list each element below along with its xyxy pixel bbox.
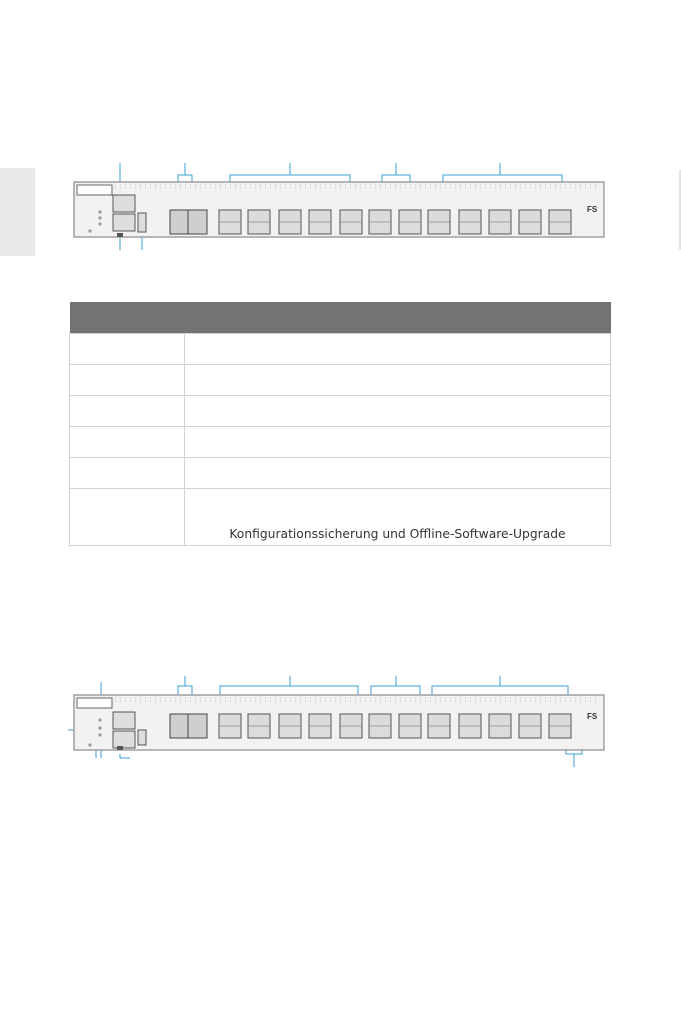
table-row [70,489,611,546]
port-name-cell [70,489,185,546]
usb-port-description: Konfigurationssicherung und Offline-Software-Upgrade [229,527,566,541]
svg-text:FS: FS [587,205,598,214]
switch-front-panel-figure-top [0,155,681,255]
svg-text:FS: FS [587,712,598,721]
port-description-cell [185,489,611,546]
table-row [70,427,611,458]
table-header-cell [185,302,611,334]
port-name-cell [70,396,185,427]
table-row [70,396,611,427]
port-name-cell [70,365,185,396]
table-row [70,458,611,489]
table-row [70,365,611,396]
port-description-cell [185,396,611,427]
port-description-cell [185,334,611,365]
table-header-row [70,302,611,334]
port-name-cell [70,458,185,489]
switch-front-panel-illustration-leds [0,672,681,787]
table-row [70,334,611,365]
table-header-cell [70,302,185,334]
port-description-cell [185,427,611,458]
port-description-table [69,302,611,546]
port-description-cell [185,365,611,396]
port-description-cell [185,458,611,489]
port-name-cell [70,427,185,458]
port-name-cell [70,334,185,365]
switch-front-panel-figure-bottom [0,672,681,787]
switch-front-panel-illustration [0,155,681,255]
